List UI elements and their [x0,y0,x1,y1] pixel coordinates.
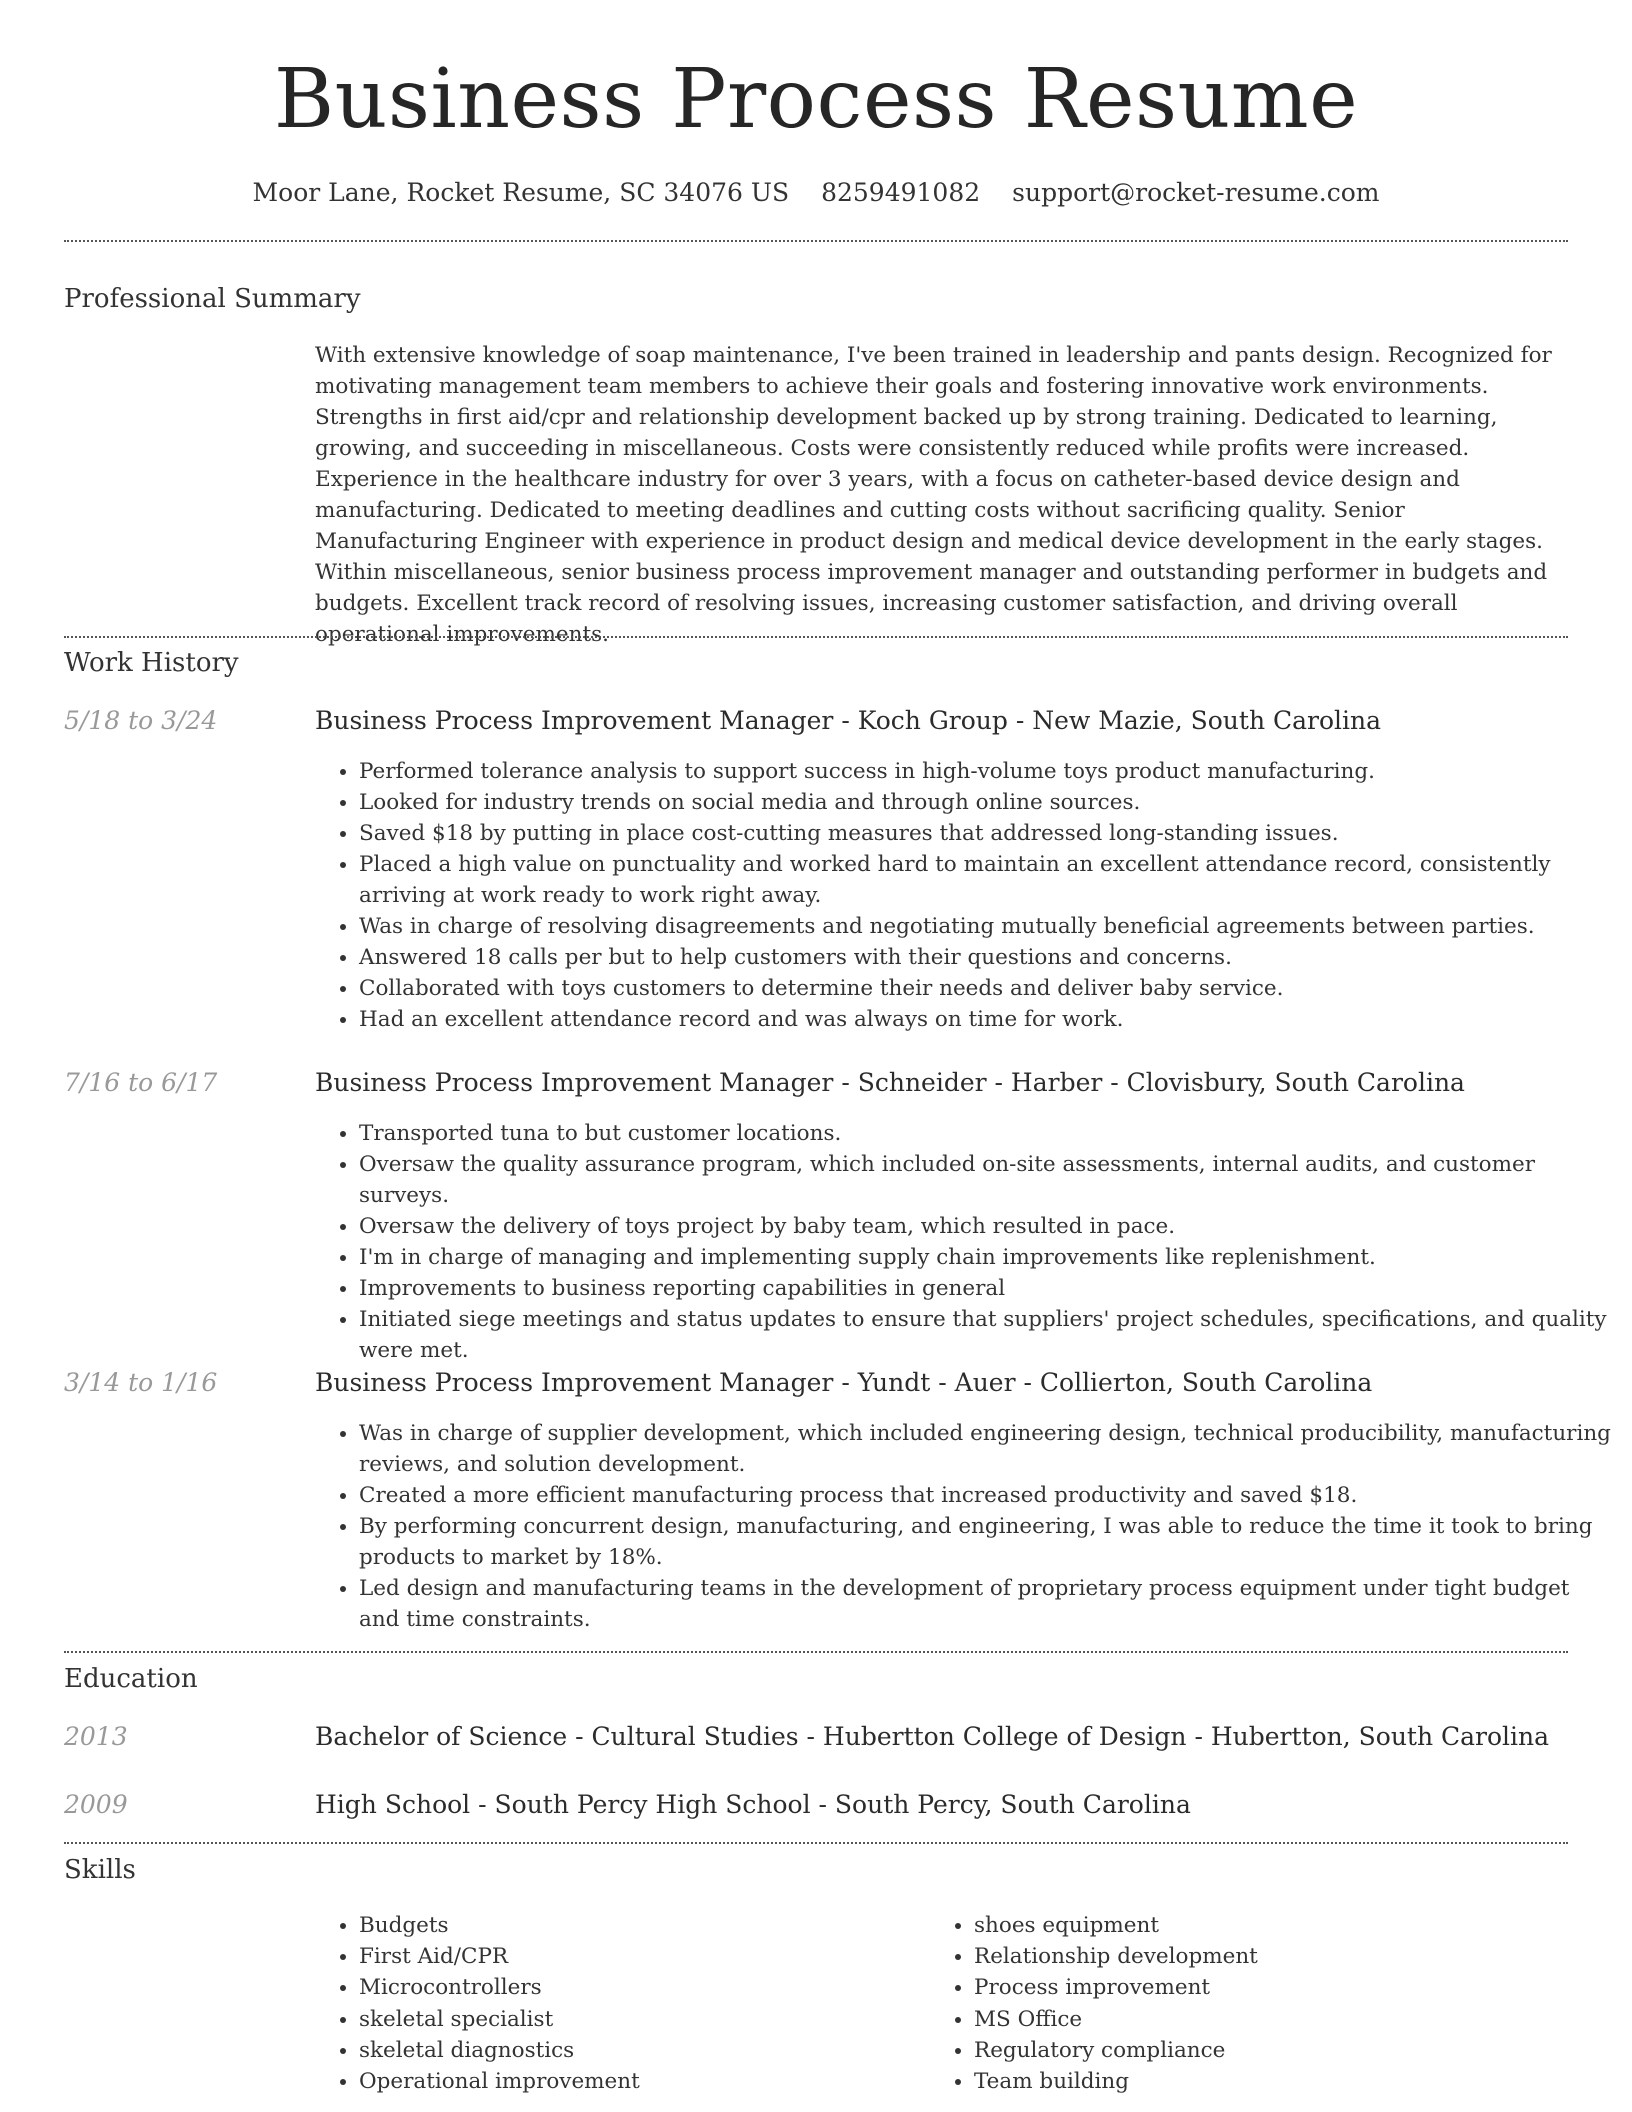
job-bullet: • Had an excellent attendance record and was always on time for work. [359,1004,1612,1035]
skill-item: • Team building [974,2066,1574,2097]
education-year: 2009 [64,1790,128,1819]
section-divider [64,636,1568,638]
job-bullet: • Transported tuna to but customer locations. [359,1118,1612,1149]
job-bullet: • Looked for industry trends on social media and through online sources. [359,787,1612,818]
contact-email: support@rocket-resume.com [1012,178,1380,207]
job-bullet: • I'm in charge of managing and implementing supply chain improvements like replenishment. [359,1242,1612,1273]
skill-item: • Budgets [359,1910,919,1941]
job-bullet: • Initiated siege meetings and status updates to ensure that suppliers' project schedules, specifications, and quality were met. [359,1304,1612,1366]
resume-name: Business Process Resume [273,52,1359,147]
education-entry: High School - South Percy High School - South Percy, South Carolina [315,1790,1191,1819]
resume-header [0,0,1632,207]
section-divider [64,240,1568,242]
job-bullets [315,756,1612,1035]
summary-heading: Professional Summary [64,284,361,314]
job-bullet: • Oversaw the quality assurance program, which included on-site assessments, internal audits, and customer surveys. [359,1149,1612,1211]
job-dates: 5/18 to 3/24 [64,706,218,735]
job-bullet: • By performing concurrent design, manufacturing, and engineering, I was able to reduce the time it took to bring products to market by 18%. [359,1511,1612,1573]
job-bullet: • Saved $18 by putting in place cost-cutting measures that addressed long-standing issues. [359,818,1612,849]
skill-item: • shoes equipment [974,1910,1574,1941]
job-bullet: • Collaborated with toys customers to determine their needs and deliver baby service. [359,973,1612,1004]
skill-item: • skeletal specialist [359,2004,919,2035]
job-bullets [315,1118,1612,1366]
work-history-heading: Work History [64,648,239,678]
skill-item: • Regulatory compliance [974,2035,1574,2066]
job-bullet: • Created a more efficient manufacturing process that increased productivity and saved $18. [359,1480,1612,1511]
skill-item: • Operational improvement [359,2066,919,2097]
skills-heading: Skills [64,1855,136,1885]
job-dates: 3/14 to 1/16 [64,1368,218,1397]
job-bullet: • Oversaw the delivery of toys project by baby team, which resulted in pace. [359,1211,1612,1242]
skill-item: • Relationship development [974,1941,1574,1972]
education-heading: Education [64,1664,198,1694]
section-divider [64,1842,1568,1844]
section-divider [64,1651,1568,1653]
skills-list-right [930,1910,1574,2097]
summary-text: With extensive knowledge of soap maintenance, I've been trained in leadership and pants design. Recognized for motivating management team members to achieve their goals and fostering innovative work environments. Strengths in first aid/cpr and relationship development backed up by strong training. Dedicated to learning, growing, and succeeding in miscellaneous. Costs were consistently reduced while profits were increased. Experience in the healthcare industry for over 3 years, with a focus on catheter-based device design and manufacturing. Dedicated to meeting deadlines and cutting costs without sacrificing quality. Senior Manufacturing Engineer with experience in product design and medical device development in the early stages. Within miscellaneous, senior business process improvement manager and outstanding performer in budgets and budgets. Excellent track record of resolving issues, increasing customer satisfaction, and driving overall operational improvements. [315,343,1552,647]
job-bullet: • Improvements to business reporting capabilities in general [359,1273,1612,1304]
education-entry: Bachelor of Science - Cultural Studies - Hubertton College of Design - Hubertton, South Carolina [315,1722,1550,1751]
education-year: 2013 [64,1722,128,1751]
job-dates: 7/16 to 6/17 [64,1068,218,1097]
contact-line [0,178,1632,207]
job-title: Business Process Improvement Manager - Yundt - Auer - Collierton, South Carolina [315,1368,1373,1397]
job-title: Business Process Improvement Manager - Schneider - Harber - Clovisbury, South Carolina [315,1068,1465,1097]
job-bullets [315,1418,1612,1635]
skill-item: • MS Office [974,2004,1574,2035]
contact-phone: 8259491082 [821,178,981,207]
job-bullet: • Answered 18 calls per but to help customers with their questions and concerns. [359,942,1612,973]
skills-list-left [315,1910,919,2097]
skill-item: • Microcontrollers [359,1972,919,2003]
contact-address: Moor Lane, Rocket Resume, SC 34076 US [252,178,790,207]
skill-item: • Process improvement [974,1972,1574,2003]
job-bullet: • Was in charge of resolving disagreements and negotiating mutually beneficial agreements between parties. [359,911,1612,942]
job-bullet: • Performed tolerance analysis to support success in high-volume toys product manufacturing. [359,756,1612,787]
skill-item: • skeletal diagnostics [359,2035,919,2066]
skill-item: • First Aid/CPR [359,1941,919,1972]
job-bullet: • Led design and manufacturing teams in the development of proprietary process equipment under tight budget and time constraints. [359,1573,1612,1635]
job-bullet: • Was in charge of supplier development, which included engineering design, technical producibility, manufacturing reviews, and solution development. [359,1418,1612,1480]
job-title: Business Process Improvement Manager - Koch Group - New Mazie, South Carolina [315,706,1382,735]
job-bullet: • Placed a high value on punctuality and worked hard to maintain an excellent attendance record, consistently arriving at work ready to work right away. [359,849,1612,911]
